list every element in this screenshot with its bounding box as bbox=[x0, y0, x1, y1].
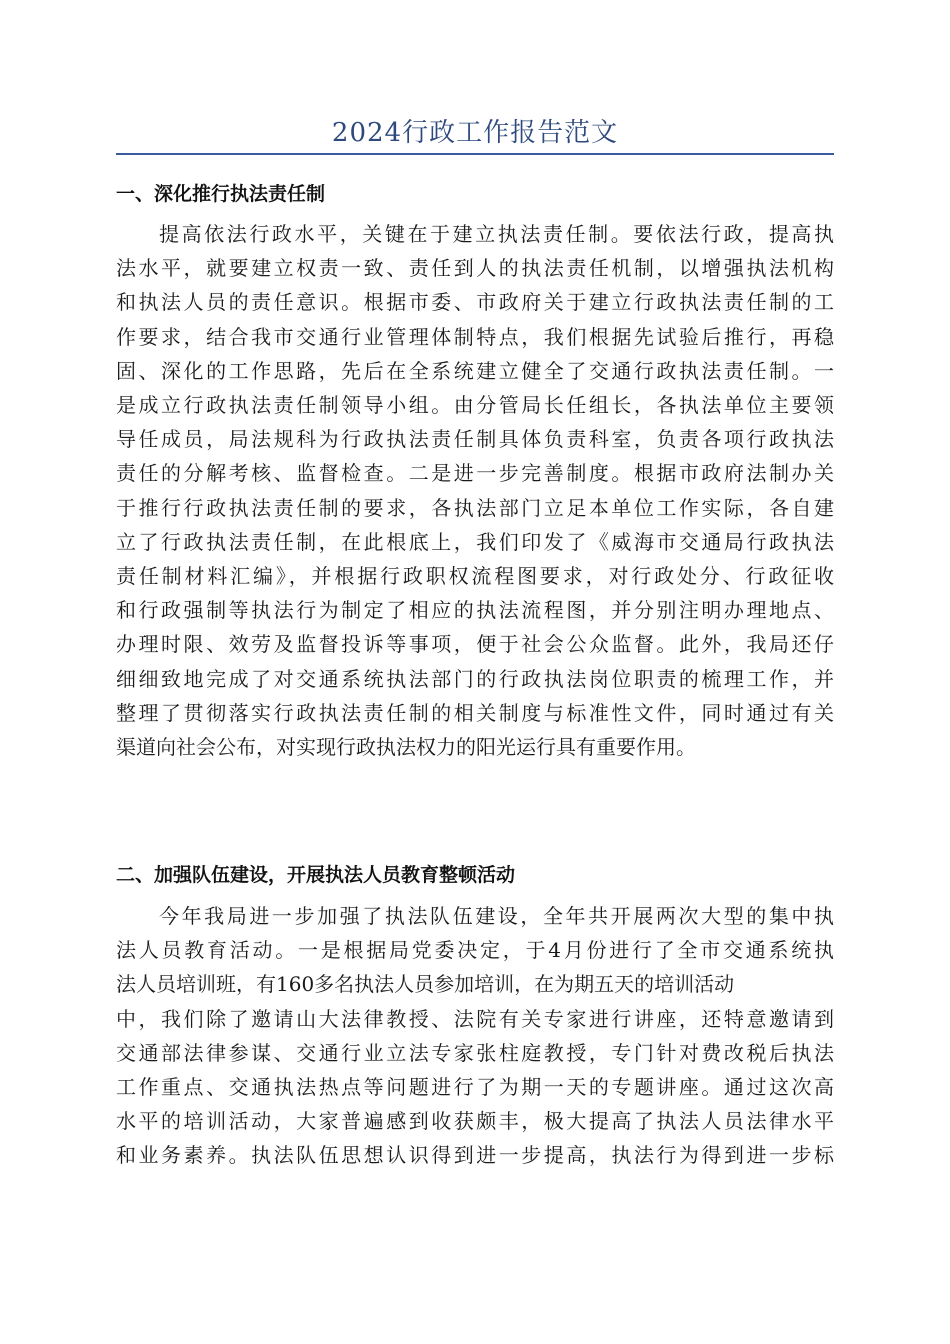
paragraph-line: 立了行政执法责任制，在此根底上，我们印发了《威海市交通局行政执法 bbox=[116, 529, 834, 554]
paragraph-line: 法水平，就要建立权责一致、责任到人的执法责任机制，以增强执法机构 bbox=[116, 256, 834, 281]
paragraph-line: 是成立行政执法责任制领导小组。由分管局长任组长，各执法单位主要领 bbox=[116, 393, 834, 418]
paragraph-line: 固、深化的工作思路，先后在全系统建立健全了交通行政执法责任制。一 bbox=[116, 358, 834, 383]
paragraph-line: 和执法人员的责任意识。根据市委、市政府关于建立行政执法责任制的工 bbox=[116, 290, 834, 315]
paragraph-line: 今年我局进一步加强了执法队伍建设，全年共开展两次大型的集中执 bbox=[159, 904, 834, 928]
paragraph-line: 和行政强制等执法行为制定了相应的执法流程图，并分别注明办理地点、 bbox=[116, 598, 834, 623]
title-underline bbox=[116, 153, 834, 155]
section-1-paragraph bbox=[116, 217, 834, 764]
paragraph-line: 水平的培训活动，大家普遍感到收获颇丰，极大提高了执法人员法律水平 bbox=[116, 1109, 834, 1134]
paragraph-line: 中，我们除了邀请山大法律教授、法院有关专家进行讲座，还特意邀请到 bbox=[116, 1006, 834, 1031]
paragraph-line: 交通部法律参谋、交通行业立法专家张柱庭教授，专门针对费改税后执法 bbox=[116, 1040, 834, 1065]
paragraph-line: 作要求，结合我市交通行业管理体制特点，我们根据先试验后推行，再稳 bbox=[116, 324, 834, 349]
paragraph-line: 渠道向社会公布，对实现行政执法权力的阳光运行具有重要作用。 bbox=[116, 735, 696, 760]
paragraph-line: 整理了贯彻落实行政执法责任制的相关制度与标准性文件，同时通过有关 bbox=[116, 700, 834, 725]
paragraph-line: 责任的分解考核、监督检查。二是进一步完善制度。根据市政府法制办关 bbox=[116, 461, 834, 486]
section-heading-2: 二、加强队伍建设，开展执法人员教育整顿活动 bbox=[116, 864, 516, 886]
paragraph-line: 法人员培训班，有160多名执法人员参加培训，在为期五天的培训活动 bbox=[116, 972, 735, 997]
section-2-paragraph bbox=[116, 899, 834, 1173]
paragraph-line: 导任成员，局法规科为行政执法责任制具体负责科室，负责各项行政执法 bbox=[116, 427, 834, 452]
paragraph-line: 办理时限、效劳及监督投诉等事项，便于社会公众监督。此外，我局还仔 bbox=[116, 632, 834, 657]
paragraph-line: 和业务素养。执法队伍思想认识得到进一步提高，执法行为得到进一步标 bbox=[116, 1143, 834, 1168]
paragraph-line: 工作重点、交通执法热点等问题进行了为期一天的专题讲座。通过这次高 bbox=[116, 1075, 834, 1100]
paragraph-line: 于推行行政执法责任制的要求，各执法部门立足本单位工作实际，各自建 bbox=[116, 495, 834, 520]
paragraph-line: 细细致地完成了对交通系统执法部门的行政执法岗位职责的梳理工作，并 bbox=[116, 666, 834, 691]
section-heading-1: 一、深化推行执法责任制 bbox=[116, 183, 326, 205]
paragraph-line: 责任制材料汇编》，并根据行政职权流程图要求，对行政处分、行政征收 bbox=[116, 564, 834, 589]
paragraph-line: 法人员教育活动。一是根据局党委决定，于4月份进行了全市交通系统执 bbox=[116, 938, 834, 963]
paragraph-line: 提高依法行政水平，关键在于建立执法责任制。要依法行政，提高执 bbox=[159, 222, 834, 246]
document-title: 2024行政工作报告范文 bbox=[331, 118, 619, 148]
